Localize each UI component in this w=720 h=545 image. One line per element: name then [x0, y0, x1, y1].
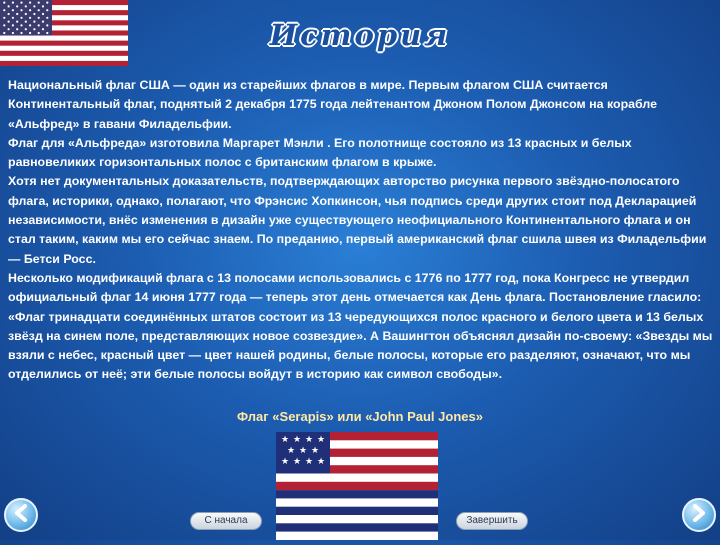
svg-text:★: ★ — [310, 446, 320, 456]
svg-text:★: ★ — [280, 435, 290, 445]
chevron-right-icon — [691, 504, 707, 527]
history-text — [8, 76, 714, 385]
page-title: История — [269, 18, 451, 52]
start-over-button[interactable]: С начала — [190, 512, 262, 530]
finish-button[interactable]: Завершить — [456, 512, 528, 530]
svg-text:★: ★ — [292, 435, 302, 445]
prev-slide-button[interactable] — [4, 498, 38, 532]
us-flag-image — [0, 0, 128, 66]
next-slide-button[interactable] — [682, 498, 716, 532]
paragraph: Национальный флаг США — один из старейших флагов в мире. Первым флагом США считается Континентальный флаг, поднятый 2 декабря 1775 года лейтенантом Джоном Полом Джонсом на корабле «Альфред» в гавани Филадельфии. — [8, 78, 657, 131]
paragraph: Флаг для «Альфреда» изготовила Маргарет Мэнли . Его полотнище состояло из 13 красных и белых равновеликих горизонтальных полос с британским флагом в крыже. — [8, 135, 632, 170]
svg-text:★: ★ — [304, 457, 314, 467]
svg-text:★: ★ — [298, 446, 308, 456]
svg-text:★: ★ — [304, 435, 314, 445]
serapis-flag-image — [276, 432, 438, 540]
svg-text:★: ★ — [316, 457, 326, 467]
paragraph: Несколько модификаций флага с 13 полосами использовались с 1776 по 1777 год, пока Конгресс не утвердил официальный флаг 14 июня 1777 года — теперь этот день отмечается как День флага. Постановление гласило: «Флаг тринадцати соединённых штатов состоит из 13 чередующихся полос красного и белого цвета и 13 белых звёзд на синем поле, представляющих новое созвездие». А Вашингтон объяснял дизайн по-своему: «Звезды мы взяли с небес, красный цвет — цвет нашей родины, белые полосы, которые его разделяют, означают, что мы отделились от неё; эти белые полосы войдут в историю как символ свободы». — [8, 270, 713, 382]
svg-text:★: ★ — [280, 457, 290, 467]
svg-text:★: ★ — [316, 435, 326, 445]
chevron-left-icon — [13, 504, 29, 527]
svg-text:★: ★ — [286, 446, 296, 456]
flag-caption: Флаг «Serapis» или «John Paul Jones» — [237, 409, 483, 424]
paragraph: Хотя нет документальных доказательств, подтверждающих авторство рисунка первого звёздно-полосатого флага, историки, однако, полагают, что Фрэнсис Хопкинсон, чья подпись среди других стоит под Декларацией независимости, внёс изменения в дизайн уже существующего неофициального Континентального флага и он стал таким, каким мы его сейчас знаем. По преданию, первый американский флаг сшила швея из Филадельфии — Бетси Росс. — [8, 174, 707, 266]
svg-text:★: ★ — [292, 457, 302, 467]
